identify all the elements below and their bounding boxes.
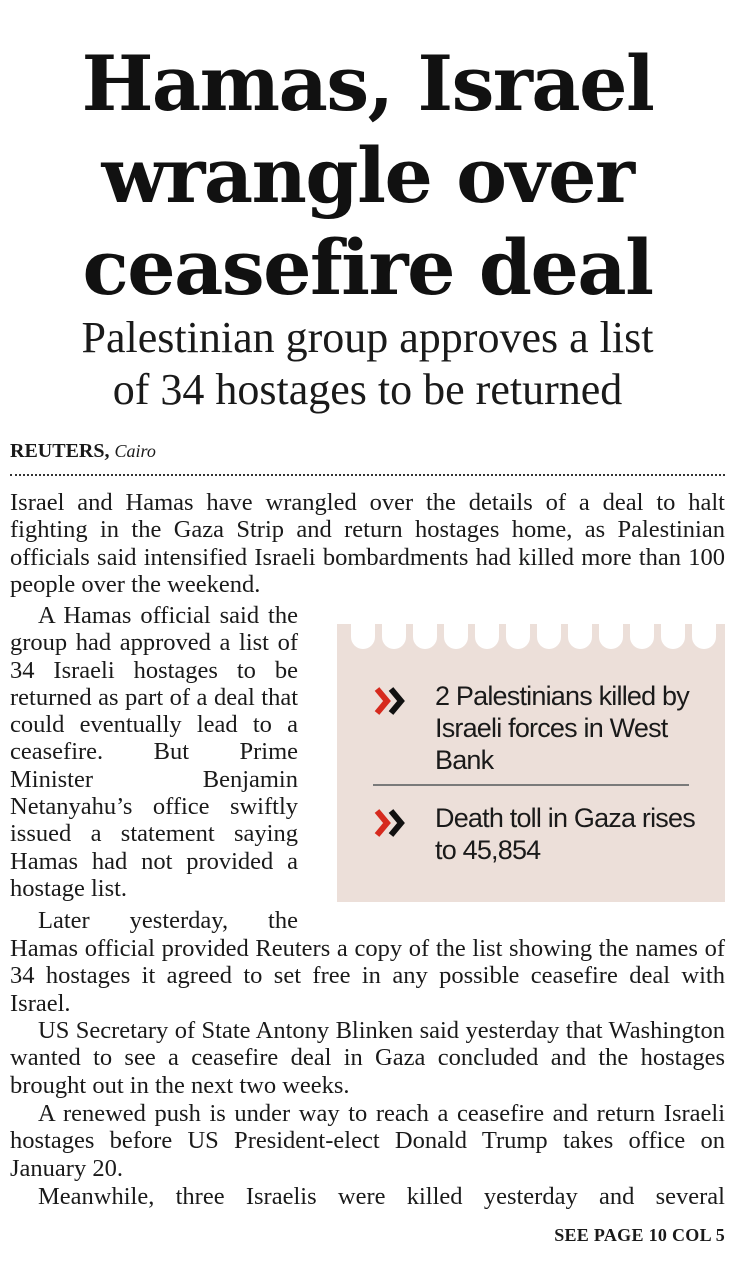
byline bbox=[10, 440, 156, 463]
body-paragraph-2: A Hamas official said the group had approved a list of 34 Israeli hostages to be returned as part of a deal that could eventually lead to a ceasefire. But Prime Minister Benjamin Netanyahu’s office swiftly issued a statement saying Hamas had not provided a hostage list. bbox=[10, 602, 298, 902]
notepad-holes bbox=[337, 624, 725, 654]
headline bbox=[0, 38, 735, 314]
body-paragraph-3-start: Later yesterday, the bbox=[38, 907, 298, 934]
body-paragraph-5: A renewed push is under way to reach a ceasefire and return Israeli hostages before US President-elect Donald Trump takes office on January 20. bbox=[10, 1100, 725, 1182]
related-item-2-text: Death toll in Gaza rises to 45,854 bbox=[435, 803, 695, 865]
body-paragraph-3-continued: Hamas official provided Reuters a copy of the list showing the names of 34 hostages it agreed to set free in any possible ceasefire deal with Israel. bbox=[10, 935, 725, 1017]
continuation-link[interactable]: SEE PAGE 10 COL 5 bbox=[554, 1225, 725, 1245]
body-paragraph-1: Israel and Hamas have wrangled over the details of a deal to halt fighting in the Gaza Strip and return hostages home, as Palestinian officials said intensified Israeli bombardments had killed more than 100 people over the weekend. bbox=[10, 489, 725, 598]
byline-agency: REUTERS, bbox=[10, 440, 110, 462]
dotted-divider bbox=[10, 474, 725, 476]
subhead-line-1: Palestinian group approves a list bbox=[81, 313, 654, 362]
headline-line-3: ceasefire deal bbox=[82, 223, 653, 312]
body-paragraph-4: US Secretary of State Antony Blinken said yesterday that Washington wanted to see a ceasefire deal in Gaza concluded and the hostages brought out in the next two weeks. bbox=[10, 1017, 725, 1099]
subheadline bbox=[0, 312, 735, 416]
related-item-1-text: 2 Palestinians killed by Israeli forces in West Bank bbox=[435, 681, 689, 775]
body-paragraph-6: Meanwhile, three Israelis were killed yesterday and several bbox=[38, 1183, 725, 1210]
double-chevron-right-icon bbox=[373, 686, 411, 716]
subhead-line-2: of 34 hostages to be returned bbox=[112, 365, 623, 414]
headline-line-2: wrangle over bbox=[101, 131, 634, 220]
box-divider bbox=[373, 784, 689, 786]
related-news-box bbox=[337, 624, 725, 902]
double-chevron-right-icon bbox=[373, 808, 411, 838]
byline-place: Cairo bbox=[114, 441, 156, 461]
headline-line-1: Hamas, Israel bbox=[81, 39, 654, 128]
